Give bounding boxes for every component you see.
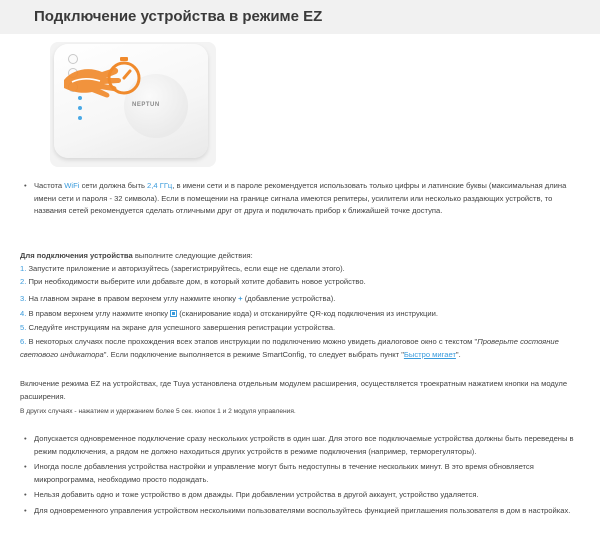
ez-note: В других случаях - нажатием и удержанием более 5 сек. кнопок 1 и 2 модуля управления. — [20, 408, 296, 415]
device-illustration — [50, 42, 216, 167]
list-item: • Иногда после добавления устройства настройки и управление могут быть недоступны в течение нескольких минут. В это время обновляется микропрограмма, необходимо просто подождать. — [20, 461, 585, 486]
step-4: 4. В правом верхнем углу нажмите кнопку (сканирование кода) и отсканируйте QR-код подключения из инструкции. — [20, 309, 439, 318]
frequency-value: 2,4 ГГц — [147, 181, 173, 190]
list-item: • Частота WiFi сети должна быть 2,4 ГГц, в имени сети и в пароле рекомендуется использовать только цифры и латинские буквы (максимальная длина имени сети и пароля - 32 символа). Если в помещении на границе сигнала имеются репитеры, усилители или несколько раздающих устройств, то названия сетей рекомендуется сделать отличными друг от друга и подключать прибор к ближайшей точке доступа. — [20, 180, 585, 218]
fast-blink-link[interactable]: Быстро мигает — [403, 349, 456, 359]
device-led-3 — [78, 116, 82, 120]
list-item: • Нельзя добавить одно и тоже устройство в дом дважды. При добавлении устройства в другой аккаунт, устройство удаляется. — [20, 489, 585, 502]
device-led-2 — [78, 106, 82, 110]
step-6: 6. В некоторых случаях после прохождения всех этапов инструкции по подключению можно увидеть диалоговое окно с текстом "Проверьте состояние светового индикатора". Если подключение выполняется в режиме SmartConfig, то следует выбрать пункт "Быстро мигает". — [20, 337, 559, 359]
ez-paragraph: Включение режима EZ на устройствах, где Tuya установлена отдельным модулем расширения, осуществляется троекратным нажатием кнопки на модуле расширения. — [20, 379, 568, 401]
list-item: • Для одновременного управления устройством несколькими пользователями воспользуйтесь функцией приглашения пользователя в дом в настройках. — [20, 505, 585, 518]
scan-icon — [170, 310, 177, 317]
timer-icon — [102, 54, 146, 98]
step-3: 3. На главном экране в правом верхнем углу нажмите кнопку + (добавление устройства). — [20, 294, 336, 303]
list-item: • Допускается одновременное подключение сразу нескольких устройств в один шаг. Для этого все подключаемые устройства должны быть переведены в режим подключения, а рядом не должно находиться других устройств в режиме подключения (например, терморегуляторы). — [20, 433, 585, 458]
steps-intro: Для подключения устройства выполните следующие действия: — [20, 251, 253, 260]
step-5: 5. Следуйте инструкциям на экране для успешного завершения регистрации устройства. — [20, 323, 336, 332]
requirements-list — [20, 180, 585, 218]
wifi-term: WiFi — [64, 181, 80, 190]
step-1: 1. Запустите приложение и авторизуйтесь (зарегистрируйтесь, если еще не сделали этого). — [20, 264, 345, 273]
page-title: Подключение устройства в режиме EZ — [34, 8, 323, 25]
notes-list — [20, 433, 585, 517]
step-2: 2. При необходимости выберите или добавьте дом, в который хотите добавить новое устройство. — [20, 277, 366, 286]
device-logo: NEPTUN — [132, 102, 160, 108]
plus-icon: + — [238, 294, 243, 303]
